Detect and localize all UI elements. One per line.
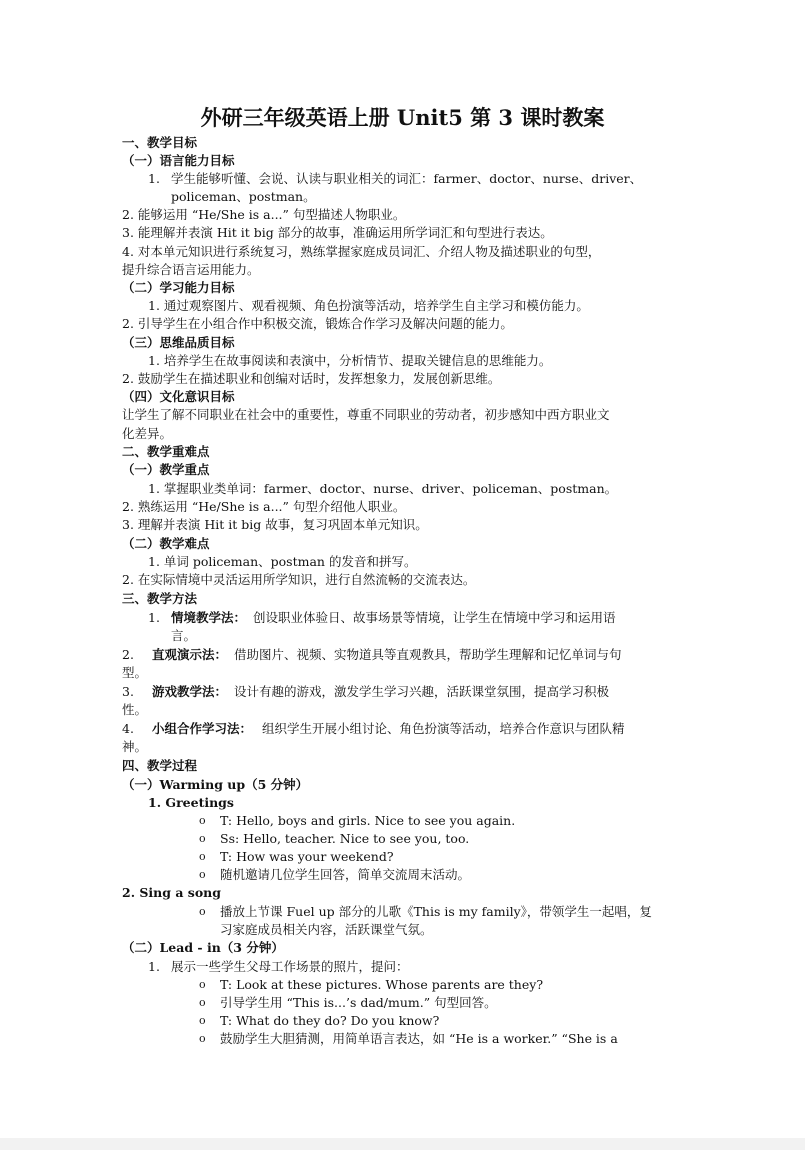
paragraph-line: 神。	[122, 739, 148, 754]
step-heading-greetings: 1. Greetings	[148, 795, 234, 810]
paragraph-line: 设计有趣的游戏，激发学生学习兴趣，活跃课堂氛围，提高学习积极	[234, 684, 610, 699]
paragraph-line: 3. 理解并表演 Hit it big 故事，复习巩固本单元知识。	[122, 517, 428, 532]
paragraph-line: 化差异。	[122, 426, 173, 441]
list-number: 1.	[148, 959, 160, 974]
bullet-line: T: How was your weekend?	[220, 849, 394, 864]
subheading-learning-ability: （二）学习能力目标	[122, 280, 235, 295]
bullet-icon: o	[199, 814, 206, 827]
paragraph-line: 4. 对本单元知识进行系统复习，熟练掌握家庭成员词汇、介绍人物及描述职业的句型，	[122, 244, 601, 259]
method-label: 小组合作学习法：	[152, 721, 253, 736]
bullet-icon: o	[199, 905, 206, 918]
step-heading-sing-a-song: 2. Sing a song	[122, 885, 222, 900]
paragraph-line: 学生能够听懂、会说、认读与职业相关的词汇：farmer、doctor、nurse、driver、	[171, 171, 643, 186]
subheading-language-ability: （一）语言能力目标	[122, 153, 235, 168]
subheading-cultural-awareness: （四）文化意识目标	[122, 389, 235, 404]
section-heading-objectives: 一、教学目标	[122, 135, 198, 150]
method-label: 直观演示法：	[152, 647, 228, 662]
paragraph-line: 创设职业体验日、故事场景等情境，让学生在情境中学习和运用语	[253, 610, 616, 625]
paragraph-line: 2. 鼓励学生在描述职业和创编对话时，发挥想象力，发展创新思维。	[122, 371, 501, 386]
paragraph-line: 2. 在实际情境中灵活运用所学知识，进行自然流畅的交流表达。	[122, 572, 476, 587]
paragraph-line: 1. 通过观察图片、观看视频、角色扮演等活动，培养学生自主学习和模仿能力。	[148, 298, 589, 313]
subheading-difficulties: （二）教学难点	[122, 536, 210, 551]
subheading-focus: （一）教学重点	[122, 462, 210, 477]
paragraph-line: 言。	[171, 628, 197, 643]
paragraph-line: 展示一些学生父母工作场景的照片，提问：	[171, 959, 409, 974]
method-label: 情境教学法：	[171, 610, 247, 625]
paragraph-line: 3. 能理解并表演 Hit it big 部分的故事，准确运用所学词汇和句型进行表达。	[122, 225, 553, 240]
bullet-line: 鼓励学生大胆猜测，用简单语言表达，如 “He is a worker.” “She is a	[220, 1031, 618, 1046]
bullet-line: 习家庭成员相关内容，活跃课堂气氛。	[220, 922, 433, 937]
list-number: 1.	[148, 171, 160, 186]
paragraph-line: policeman、postman。	[171, 189, 316, 204]
paragraph-line: 组织学生开展小组讨论、角色扮演等活动，培养合作意识与团队精	[262, 721, 625, 736]
section-heading-methods: 三、教学方法	[122, 591, 198, 606]
bullet-icon: o	[199, 996, 206, 1009]
bullet-line: Ss: Hello, teacher. Nice to see you, too.	[220, 831, 470, 846]
paragraph-line: 2. 能够运用 “He/She is a...” 句型描述人物职业。	[122, 207, 406, 222]
paragraph-line: 借助图片、视频、实物道具等直观教具，帮助学生理解和记忆单词与句	[234, 647, 622, 662]
paragraph-line: 2. 熟练运用 “He/She is a...” 句型介绍他人职业。	[122, 499, 406, 514]
paragraph-line: 1. 掌握职业类单词：farmer、doctor、nurse、driver、policeman、postman。	[148, 481, 618, 496]
section-heading-process: 四、教学过程	[122, 758, 198, 773]
list-number: 4.	[122, 721, 134, 736]
method-label: 游戏教学法：	[152, 684, 228, 699]
page-title: 外研三年级英语上册 Unit5 第 3 课时教案	[200, 105, 605, 130]
bullet-icon: o	[199, 832, 206, 845]
bullet-icon: o	[199, 978, 206, 991]
list-number: 3.	[122, 684, 134, 699]
paragraph-line: 提升综合语言运用能力。	[122, 262, 260, 277]
bullet-icon: o	[199, 1014, 206, 1027]
list-number: 1.	[148, 610, 160, 625]
paragraph-line: 让学生了解不同职业在社会中的重要性，尊重不同职业的劳动者，初步感知中西方职业文	[122, 407, 610, 422]
paragraph-line: 1. 培养学生在故事阅读和表演中，分析情节、提取关键信息的思维能力。	[148, 353, 552, 368]
bullet-line: 播放上节课 Fuel up 部分的儿歌《This is my family》，带领学生一起唱，复	[220, 904, 652, 919]
bullet-line: T: What do they do? Do you know?	[220, 1013, 440, 1028]
bullet-line: 随机邀请几位学生回答，简单交流周末活动。	[220, 867, 471, 882]
bullet-line: T: Hello, boys and girls. Nice to see you again.	[220, 813, 516, 828]
paragraph-line: 型。	[122, 665, 148, 680]
section-heading-key-points: 二、教学重难点	[122, 444, 210, 459]
bullet-line: 引导学生用 “This is...’s dad/mum.” 句型回答。	[220, 995, 497, 1010]
subheading-thinking-quality: （三）思维品质目标	[122, 335, 235, 350]
subheading-lead-in: （二）Lead - in（3 分钟）	[122, 940, 284, 955]
paragraph-line: 1. 单词 policeman、postman 的发音和拼写。	[148, 554, 417, 569]
subheading-warming-up: （一）Warming up（5 分钟）	[122, 777, 309, 792]
list-number: 2.	[122, 647, 134, 662]
bullet-icon: o	[199, 868, 206, 881]
bullet-line: T: Look at these pictures. Whose parents are they?	[220, 977, 544, 992]
paragraph-line: 2. 引导学生在小组合作中积极交流，锻炼合作学习及解决问题的能力。	[122, 316, 513, 331]
bullet-icon: o	[199, 850, 206, 863]
paragraph-line: 性。	[122, 702, 148, 717]
bullet-icon: o	[199, 1032, 206, 1045]
